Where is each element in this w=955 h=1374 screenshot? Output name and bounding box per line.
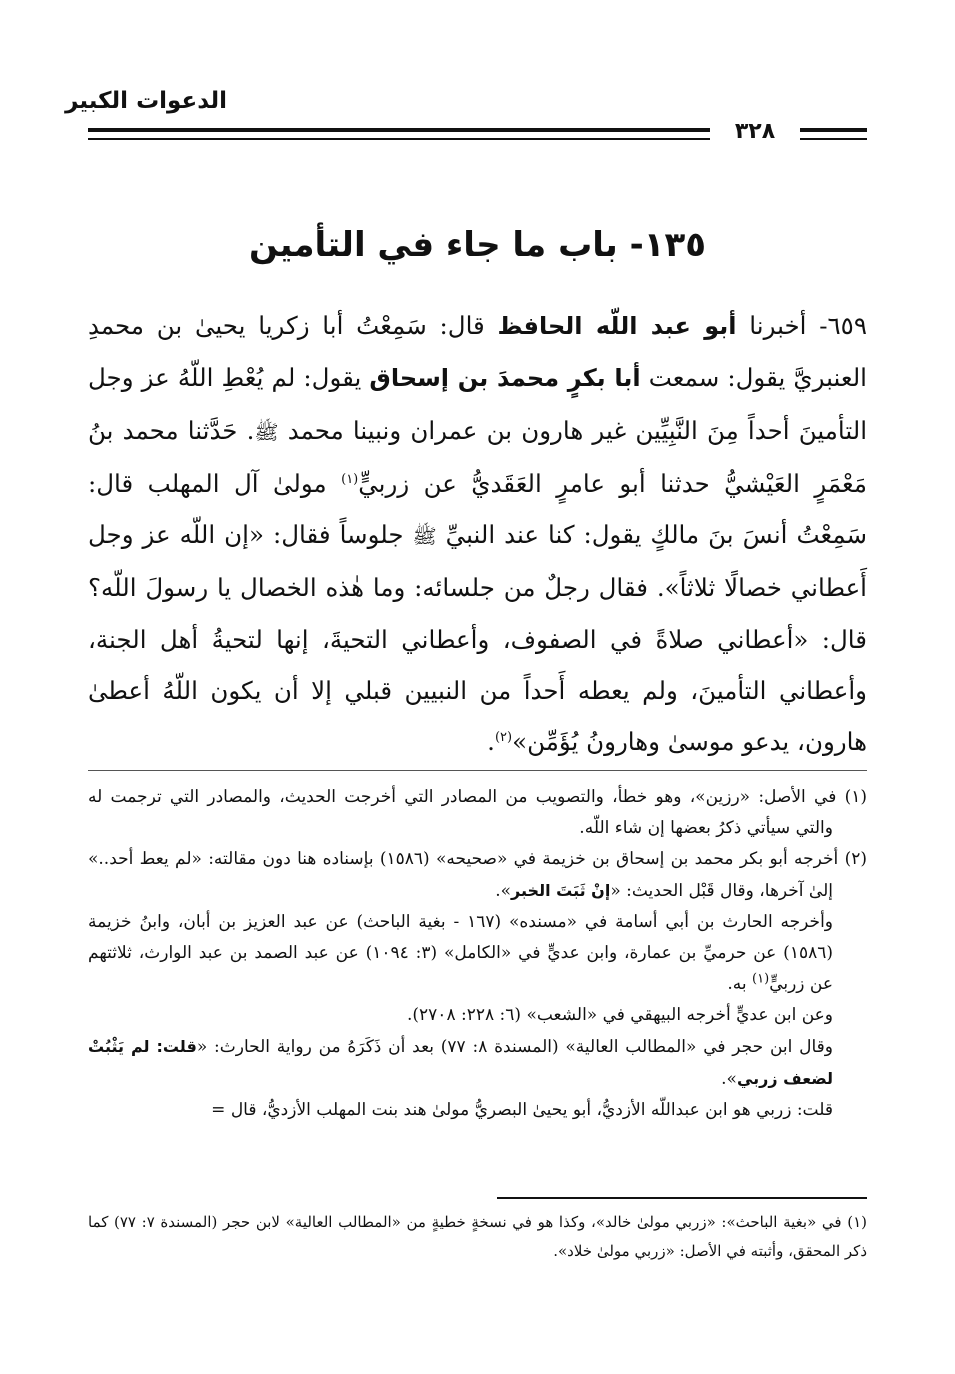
footnote-text: وأخرجه الحارث بن أبي أسامة في «مسنده» (١٦٧ - بغية الباحث) عن عبد العزيز بن أبان، وابنُ خزيمة (١٥٨٦) عن حرميِّ بن عمارة، وابن عديٍّ في «الكامل» (٣: ١٠٩٤) عن عبد الصمد بن عبد الوارث، ثلاثتهم عن زربيٍّ: [88, 912, 833, 994]
footnote-text: وقال ابن حجر في «المطالب العالية» (المسندة ٨: ٧٧) بعد أن ذَكَرَهُ من رواية الحارث: «: [196, 1037, 834, 1057]
footnote-text: ».: [721, 1069, 737, 1089]
footnote-text: أخرجه أبو بكر محمد بن إسحاق بن خزيمة في «صحيحه» (١٥٨٦) بإسناده هنا دون مقالته: «لم يعط أحد..» إلىٰ آخرها، وقال قَبْل الحديث: «: [88, 849, 845, 901]
footnote-ref[interactable]: (١): [752, 971, 770, 987]
page-number: ٣٢٨: [710, 116, 800, 148]
hadith-paragraph: [88, 300, 867, 768]
footnote-mark: (١): [847, 1213, 867, 1231]
hadith-number: ٦٥٩-: [819, 311, 867, 340]
honorific-glyph: ﷺ: [412, 524, 437, 549]
header-rule-short: [800, 128, 867, 132]
footnote-mark: (١): [844, 787, 867, 807]
footnote-ref[interactable]: (٢): [494, 730, 513, 746]
footnote-2: [88, 844, 867, 907]
footnote-text: ».: [495, 881, 512, 901]
footnote-text: في «بغية الباحث»: «زربي مولىٰ خالد»، وكذا هو في نسخةٍ خطيةٍ من «المطالب العالية» لابن حجر (المسندة ٧: ٧٧) كما ذكر المحقق، وأثبته في الأصل: «زربي مولىٰ خلاد».: [88, 1213, 867, 1260]
chapter-title: ١٣٥- باب ما جاء في التأمين: [249, 225, 706, 265]
text-segment: يقول: لم يُعْطِ اللّهُ عز وجل التأمينَ أحداً مِنَ النَّبِيِّين غير هارون بن عمران ونبينا محمد: [88, 363, 868, 445]
footnote-text: به.: [727, 974, 753, 994]
main-text-underline: [88, 770, 867, 771]
honorific-glyph: ﷺ: [254, 419, 279, 444]
sub-footnote-rule: [497, 1197, 867, 1199]
main-text: [88, 300, 867, 768]
narrator-name: أبا بكرٍ محمدَ بن إسحاق: [369, 364, 641, 393]
footnote-mark: (٢): [844, 849, 867, 869]
footnote-2-para-4: [88, 1031, 867, 1095]
narrator-name: أبو عبد اللّه الحافظ: [497, 312, 737, 340]
running-title: الدعوات الكبير: [65, 88, 227, 114]
footnotes: [88, 782, 867, 1126]
text-segment: قال: سَمِعْتُ أبا زكريا يحيىٰ بن محمدِ العنبريَّ يقول: سمعت: [88, 311, 867, 393]
footnote-text: في الأصل: «رزين»، وهو خطأ، والتصويب من المصادر التي أخرجت الحديث، والمصادر التي ترجمت له والتي سيأتي ذكرُ بعضها إن شاء اللّه.: [88, 787, 845, 838]
text-segment: .: [487, 727, 495, 757]
footnote-ref[interactable]: (١): [341, 471, 359, 487]
text-segment: مولىٰ آل المهلب قال: سَمِعْتُ أنسَ بنَ مالكٍ يقول: كنا عند النبيِّ: [88, 468, 868, 550]
footnote-1: [88, 782, 867, 844]
sub-footnote-1: [88, 1208, 867, 1266]
footnote-quote-bold: قلت: لم يَثْبُتْ لضعف زربي: [88, 1037, 833, 1088]
header-rule-long: [88, 128, 710, 132]
text-segment: أخبرنا: [736, 311, 820, 340]
sub-footnotes: [88, 1208, 867, 1266]
text-segment: جلوساً فقال: «إن اللّه عز وجل أَعطاني خصالًا ثلاثاً». فقال رجلٌ من جلسائه: وما هٰذه الخصال يا رسولَ اللّه؟ قال: «أعطاني صلاةً في الصفوف، وأعطاني التحيةَ، إنها لتحيةُ أهل الجنة، وأعطاني التأمينَ، ولم يعطه أَحداً من النبيين قبلي إلا أن يكون اللّهُ أعطىٰ هارون، يدعو موسىٰ وهارونُ يُؤَمِّن»: [88, 520, 867, 757]
header-rule-short-thin: [800, 138, 867, 140]
footnote-quote-bold: إنْ ثَبَتَ الخبر: [511, 881, 611, 900]
header-rule-long-thin: [88, 138, 710, 140]
footnote-2-para-3: وعن ابن عديٍّ أخرجه البيهقي في «الشعب» (٦: ٢٢٨: ٢٧٠٨).: [407, 1005, 833, 1025]
footnote-2-para-2: [88, 907, 867, 1000]
text-segment: . حَدَّثنا محمد بنُ مَعْمَرٍ العَيْشيُّ حدثنا أبو عامرٍ العَقَديُّ عن زربيٍّ: [88, 415, 867, 498]
footnote-2-para-5: قلت: زربي هو ابن عبداللّه الأزديُّ، أبو يحيىٰ البصريُّ مولىٰ هند بنت المهلب الأزديُّ، قال =: [211, 1100, 833, 1120]
